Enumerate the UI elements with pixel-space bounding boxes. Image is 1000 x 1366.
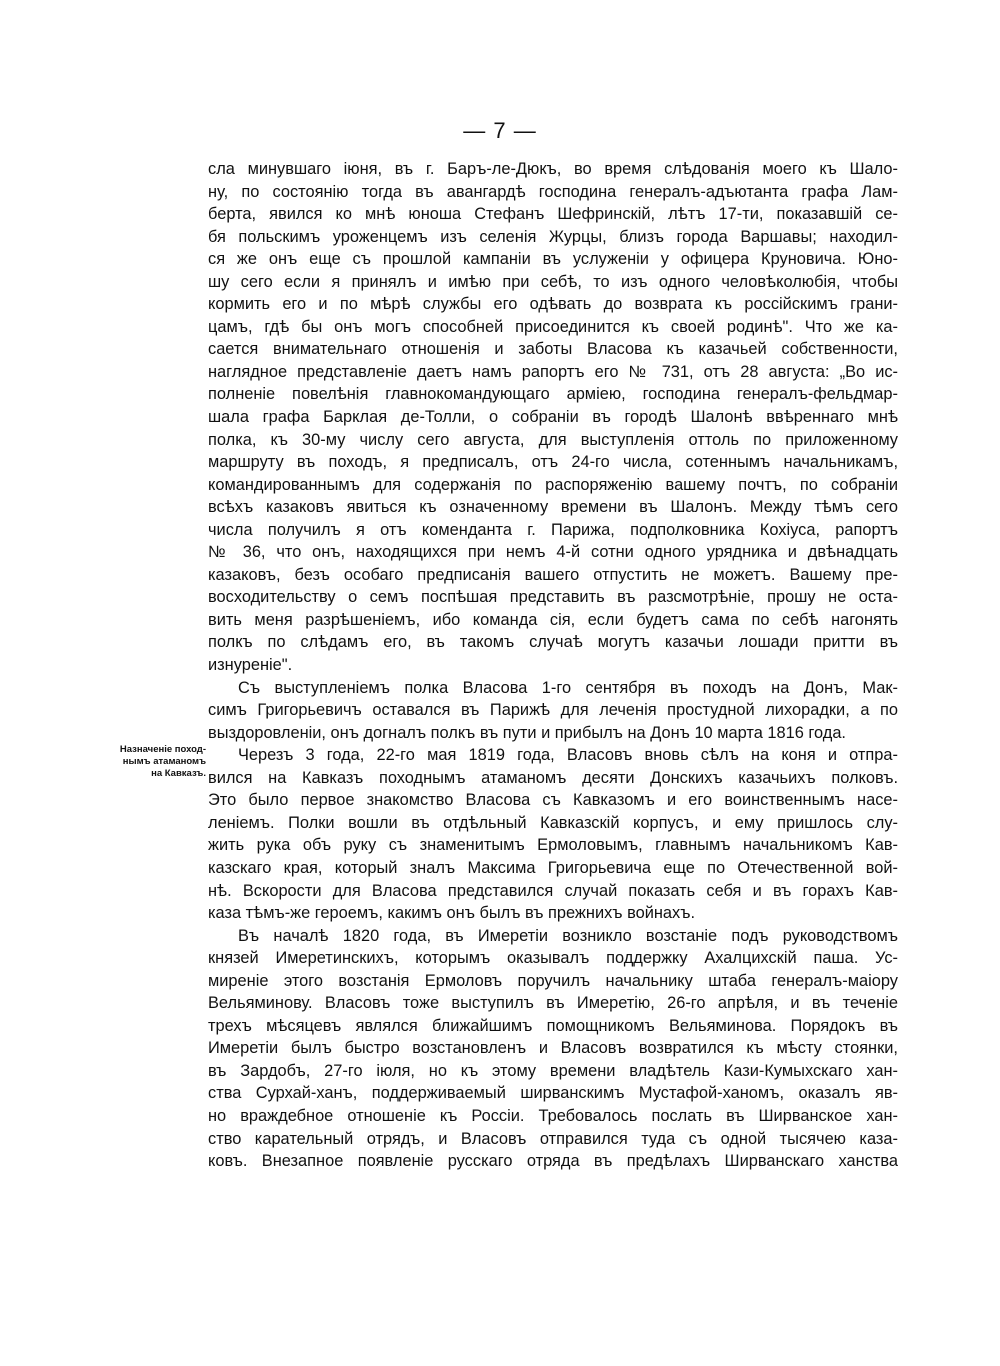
text-line: всѣхъ казаковъ явиться къ означенному времени въ Шалонъ. Между тѣмъ сего xyxy=(208,498,898,517)
text-line: въ Зардобъ, 27-го іюля, но къ этому времени владѣтель Кази-Кумыхскаго хан- xyxy=(208,1061,898,1080)
text-line: ства Сурхай-ханъ, поддерживаемый ширванскимъ Мустафой-ханомъ, оказалъ яв- xyxy=(208,1084,898,1103)
text-line: изнуреніе". xyxy=(208,656,293,675)
text-line: каза тѣмъ-же героемъ, какимъ онъ былъ въ прежнихъ войнахъ. xyxy=(208,904,696,923)
margin-note-line: на Кавказъ. xyxy=(151,768,206,779)
text-line: казаковъ, безъ особаго предписанія вашего отпустить не можетъ. Вашему пре- xyxy=(208,565,898,584)
text-line: ство карательный отрядъ, и Власовъ отправился туда съ одной тысячею каза- xyxy=(208,1129,898,1148)
paragraph xyxy=(208,925,898,1173)
text-line: нѣ. Вскорости для Власова представился случай показать себя и въ горахъ Кав- xyxy=(208,881,898,900)
text-line: выздоровленіи, онъ догналъ полкъ въ пути и прибылъ на Донъ 10 марта 1816 года. xyxy=(208,723,846,742)
text-line: князей Имеретинскихъ, которымъ оказывалъ поддержку Ахалцихскій паша. Ус- xyxy=(208,949,898,968)
text-line: шу сего если я принялъ и имѣю при себѣ, то изъ одного человѣколюбія, чтобы xyxy=(208,272,898,291)
text-line: миреніе этого возстанія Ермоловъ поручилъ начальнику штаба генералъ-маіору xyxy=(208,971,898,990)
text-line: полненіе повелѣнія главнокомандующаго арміею, господина генералъ-фельдмар- xyxy=(208,385,898,404)
margin-note xyxy=(88,744,206,780)
text-line: бя польскимъ уроженцемъ изъ селенія Журцы, близъ города Варшавы; находил- xyxy=(208,227,898,246)
text-line: ся же онъ еще съ прошлой кампаніи въ услуженіи у офицера Круновича. Юно- xyxy=(208,250,898,269)
paragraph xyxy=(208,677,898,745)
text-line: Черезъ 3 года, 22-го мая 1819 года, Власовъ вновь сѣлъ на коня и отпра- xyxy=(238,746,898,765)
text-line: берта, явился ко мнѣ юноша Стефанъ Шефринскій, лѣтъ 17-ти, показавшій се- xyxy=(208,205,898,224)
text-line: вить меня разрѣшеніемъ, ибо команда сія, если будетъ сама по себѣ нагонять xyxy=(208,610,898,629)
text-line: кормить его и по мѣрѣ службы его одѣвать до возврата къ россійскимъ грани- xyxy=(208,295,898,314)
text-line: Имеретіи былъ быстро возстановленъ и Власовъ возвратился къ мѣсту стоянки, xyxy=(208,1039,898,1058)
text-line: вился на Кавказъ походнымъ атаманомъ десяти Донскихъ казачьихъ полковъ. xyxy=(208,768,898,787)
page-number: — 7 — xyxy=(463,118,537,143)
paragraph xyxy=(208,744,898,924)
body-text xyxy=(208,158,898,1173)
text-line: симъ Григорьевичъ оставался въ Парижѣ для леченія простудной лихорадки, а по xyxy=(208,701,898,720)
text-line: полка, къ 30-му числу сего августа, для выступленія оттоль по приложенному xyxy=(208,430,898,449)
margin-note-line: Назначеніе поход- xyxy=(119,744,206,755)
paragraph xyxy=(208,158,898,677)
text-line: наглядное представленіе даетъ намъ рапортъ его № 731, отъ 28 августа: „Во ис- xyxy=(208,362,898,381)
text-line: жить рука объ руку съ знаменитымъ Ермоловымъ, главнымъ начальникомъ Кав- xyxy=(208,836,898,855)
text-line: цамъ, гдѣ бы онъ могъ способней присоединится къ своей родинѣ". Что же ка- xyxy=(208,317,898,336)
text-line: трехъ мѣсяцевъ являлся ближайшимъ помощникомъ Вельяминова. Порядокъ въ xyxy=(208,1016,898,1035)
text-line: ковъ. Внезапное появленіе русскаго отряда въ предѣлахъ Ширванскаго ханства xyxy=(208,1152,898,1171)
text-line: казскаго края, который зналъ Максима Григорьевича еще по Отечественной вой- xyxy=(208,858,898,877)
text-line: командированнымъ для содержанія по распоряженію вашему почтъ, по собраніи xyxy=(208,475,898,494)
margin-note-line: нымъ атаманомъ xyxy=(122,756,206,767)
text-line: № 36, что онъ, находящихся при немъ 4-й сотни одного урядника и двѣнадцать xyxy=(208,543,898,562)
text-line: маршруту въ походъ, я предписалъ, отъ 24-го числа, сотеннымъ начальникамъ, xyxy=(208,453,898,472)
text-line: но враждебное отношеніе къ Россіи. Требовалось послать въ Ширванское хан- xyxy=(208,1106,898,1125)
text-line: восходительству о семъ поспѣшая представить въ разсмотрѣніе, прошу не оста- xyxy=(208,588,898,607)
text-line: Это было первое знакомство Власова съ Кавказомъ и его воинственнымъ насе- xyxy=(208,791,898,810)
text-line: числа получилъ я отъ коменданта г. Парижа, подполковника Кохіуса, рапортъ xyxy=(208,520,898,539)
text-line: Вельяминову. Власовъ тоже выступилъ въ Имеретію, 26-го апрѣля, и въ теченіе xyxy=(208,994,898,1013)
text-line: полкъ по слѣдамъ его, въ такомъ случаѣ могутъ казачьи лошади притти въ xyxy=(208,633,898,652)
text-line: сла минувшаго іюня, въ г. Баръ-ле-Дюкъ, во время слѣдованія моего къ Шало- xyxy=(208,160,898,178)
text-line: шала графа Барклая де-Толли, о собраніи въ городѣ Шалонѣ ввѣреннаго мнѣ xyxy=(208,408,898,427)
text-line: Въ началѣ 1820 года, въ Имеретіи возникло возстаніе подъ руководствомъ xyxy=(238,926,898,945)
text-line: леніемъ. Полки вошли въ отдѣльный Кавказскій корпусъ, и ему пришлось слу- xyxy=(208,813,898,832)
text-line: сается внимательнаго отношенія и заботы Власова къ казачьей собственности, xyxy=(208,340,898,359)
text-line: Съ выступленіемъ полка Власова 1-го сентября въ походъ на Донъ, Мак- xyxy=(238,678,898,697)
text-line: ну, по состоянію тогда въ авангардѣ господина генералъ-адъютанта графа Лам- xyxy=(208,182,898,201)
